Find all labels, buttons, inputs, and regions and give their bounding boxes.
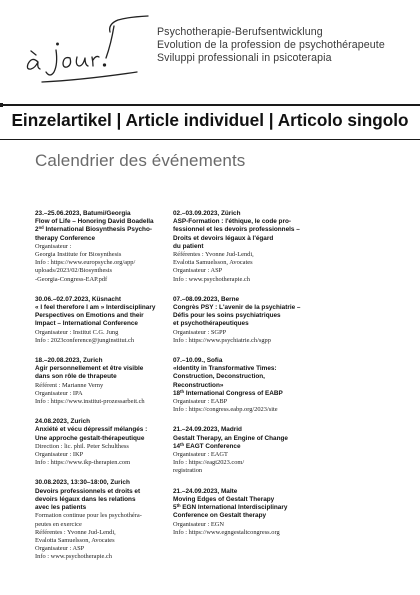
event-detail-line: Organisateur : IKP: [35, 451, 84, 459]
event-title-line: « I feel therefore I am » Interdisciplinary: [35, 304, 156, 312]
event-detail-line: Organisateur : EABP: [173, 398, 228, 406]
event-date-location: 21.–24.09.2023, Madrid: [173, 426, 242, 434]
event-detail-line: peutes en exercice: [35, 520, 82, 528]
event-title-line: 14th EAGT Conference: [173, 441, 241, 450]
event-detail-line: Info : https://eagt2023.com/: [173, 459, 245, 467]
event-detail-line: Organisateur : SGPP: [173, 328, 227, 336]
event-detail-line: Info : 2023conference@junginstitut.ch: [35, 336, 135, 344]
event-title-line: Anxiété et vécu dépressif mélangés :: [35, 426, 148, 434]
event-title-line: Agir personnellement et être visible: [35, 365, 144, 373]
event-detail-line: Organisateur : EGN: [173, 520, 224, 528]
event-entry: [173, 357, 333, 414]
event-title-line: Moving Edges of Gestalt Therapy: [173, 495, 275, 503]
event-entry: [173, 210, 333, 284]
event-entry: [173, 426, 333, 475]
title-divider: [0, 139, 420, 140]
brand-line-it: Sviluppi professionali in psicoterapia: [157, 52, 332, 64]
event-date-location: 21.–24.09.2023, Malte: [173, 487, 238, 495]
event-detail-line: Evalotta Samuelsson, Avocates: [35, 536, 115, 544]
event-title-line: Construction, Deconstruction,: [173, 373, 265, 381]
events-column-left: [35, 210, 185, 574]
event-date-location: 24.08.2023, Zurich: [35, 418, 91, 426]
event-title-line: 5th EGN International Interdisciplinary: [173, 502, 288, 512]
event-detail-line: uploads/2023/02/Biosynthesis: [35, 267, 113, 275]
event-detail-line: Evalotta Samuelsson, Avocates: [173, 259, 253, 267]
event-title-line: «Identity in Transformative Times:: [173, 365, 277, 373]
event-date-location: 07.–08.09.2023, Berne: [173, 295, 240, 303]
section-title: Einzelartikel | Article individuel | Articolo singolo: [11, 110, 409, 130]
event-details: [35, 382, 185, 407]
event-entry: [35, 210, 185, 284]
calendar-heading: Calendrier des événements: [35, 151, 246, 170]
event-detail-line: Organisateur : IPA: [35, 389, 83, 397]
event-title-line: et psychothérapeutiques: [173, 320, 249, 328]
event-title: [35, 418, 185, 443]
event-entry: [173, 488, 333, 537]
event-title: [35, 296, 185, 329]
event-detail-line: Info : https://congress.eabp.org/2023/site: [173, 406, 278, 414]
event-title-line: Défis pour les soins psychiatriques: [173, 312, 281, 320]
event-title-line: Reconstruction»: [173, 381, 224, 389]
event-detail-line: Organisateur : Institut C.G. Jung: [35, 328, 119, 336]
event-title-line: Gestalt Therapy, an Engine of Change: [173, 434, 288, 442]
event-details: [173, 398, 333, 414]
event-details: [173, 329, 333, 345]
event-title: [35, 357, 185, 382]
event-entry: [35, 479, 185, 561]
event-details: [173, 251, 333, 284]
event-detail-line: Formation continue pour les psychothéra-: [35, 512, 142, 520]
brand-line-de: Psychotherapie-Berufsentwicklung: [157, 26, 323, 38]
event-title-line: 18th International Congress of EABP: [173, 388, 283, 397]
event-title-line: therapy Conference: [35, 234, 96, 242]
event-title-line: devoirs légaux dans les relations: [35, 495, 136, 503]
event-details: [35, 512, 185, 561]
event-detail-line: Organisateur : ASP: [35, 545, 85, 553]
event-date-location: 07.–10.09., Sofia: [173, 357, 223, 365]
event-title-line: Devoirs professionnels et droits et: [35, 487, 141, 495]
event-detail-line: -Georgia-Congress-EAP.pdf: [35, 275, 108, 283]
event-title: [173, 426, 333, 451]
event-detail-line: Organisateur : ASP: [173, 267, 223, 275]
event-detail-line: Info : https://www.psychiatrie.ch/sgpp: [173, 336, 271, 344]
event-title: [35, 479, 185, 512]
event-entry: [35, 296, 185, 345]
event-title-line: dans son rôle de thrapeute: [35, 373, 117, 381]
event-date-location: 30.08.2023, 13:30–18:00, Zurich: [35, 479, 130, 487]
event-detail-line: Référentes : Yvonne Jud-Lendi,: [35, 528, 116, 536]
event-detail-line: Info : www.psychotherapie.ch: [35, 553, 112, 561]
event-details: [35, 443, 185, 468]
event-detail-line: Organisateur : EAGT: [173, 451, 228, 459]
event-title: [173, 296, 333, 329]
event-detail-line: Référent : Marianne Verny: [35, 381, 104, 389]
event-title-line: Une approche gestalt-thérapeutique: [35, 434, 145, 442]
brand-tagline: [157, 26, 385, 65]
event-detail-line: Georgia Institute for Biosynthesis: [35, 251, 122, 259]
event-detail-line: Info : https://www.europsyche.org/app/: [35, 259, 136, 267]
event-title: [173, 488, 333, 521]
a-jour-logo: [22, 10, 152, 90]
event-details: [173, 521, 333, 537]
event-title-line: Conference on Gestalt therapy: [173, 512, 267, 520]
event-date-location: 18.–20.08.2023, Zurich: [35, 357, 103, 365]
event-detail-line: Info : https://www.egngestaltcongress.org: [173, 528, 280, 536]
event-detail-line: Référentes : Yvonne Jud-Lendi,: [173, 251, 254, 259]
event-detail-line: registration: [173, 467, 203, 475]
event-title-line: Droits et devoirs légaux à l'égard: [173, 234, 274, 242]
event-title-line: fessionnel et les devoirs professionnels –: [173, 226, 300, 234]
event-title-line: Perspectives on Emotions and their: [35, 312, 144, 320]
event-entry: [173, 296, 333, 345]
header-divider: [0, 104, 420, 106]
event-detail-line: Organisateur :: [35, 242, 72, 250]
event-detail-line: Info : https://www.ikp-therapien.com: [35, 459, 131, 467]
event-title-line: avec les patients: [35, 504, 87, 512]
event-date-location: 02.–03.09.2023, Zürich: [173, 210, 241, 217]
event-date-location: 23.–25.06.2023, Batumi/Georgia: [35, 210, 131, 217]
event-entry: [35, 357, 185, 406]
event-details: [35, 329, 185, 345]
event-entry: [35, 418, 185, 467]
events-column-right: [173, 210, 333, 549]
event-title-line: Impact – International Conference: [35, 320, 138, 328]
brand-line-fr: Evolution de la profession de psychothérapeute: [157, 39, 385, 51]
event-detail-line: Info : www.psychotherapie.ch: [173, 275, 250, 283]
event-title: [35, 210, 185, 243]
event-title: [173, 210, 333, 251]
event-detail-line: Info : https://www.institut-prozessarbeit.ch: [35, 398, 145, 406]
event-details: [173, 451, 333, 476]
event-title-line: du patient: [173, 242, 204, 250]
event-detail-line: Direction : lic. phil. Peter Schulthess: [35, 442, 129, 450]
event-date-location: 30.06.–02.07.2023, Küsnacht: [35, 295, 121, 303]
event-details: [35, 243, 185, 284]
event-title-line: Flow of Life – Honoring David Boadella: [35, 218, 154, 226]
event-title: [173, 357, 333, 398]
event-title-line: 2nd International Biosynthesis Psycho-: [35, 225, 152, 234]
event-title-line: ASP-Formation : l'éthique, le code pro-: [173, 218, 291, 226]
event-title-line: Congrès PSY : L'avenir de la psychiatrie –: [173, 304, 301, 312]
